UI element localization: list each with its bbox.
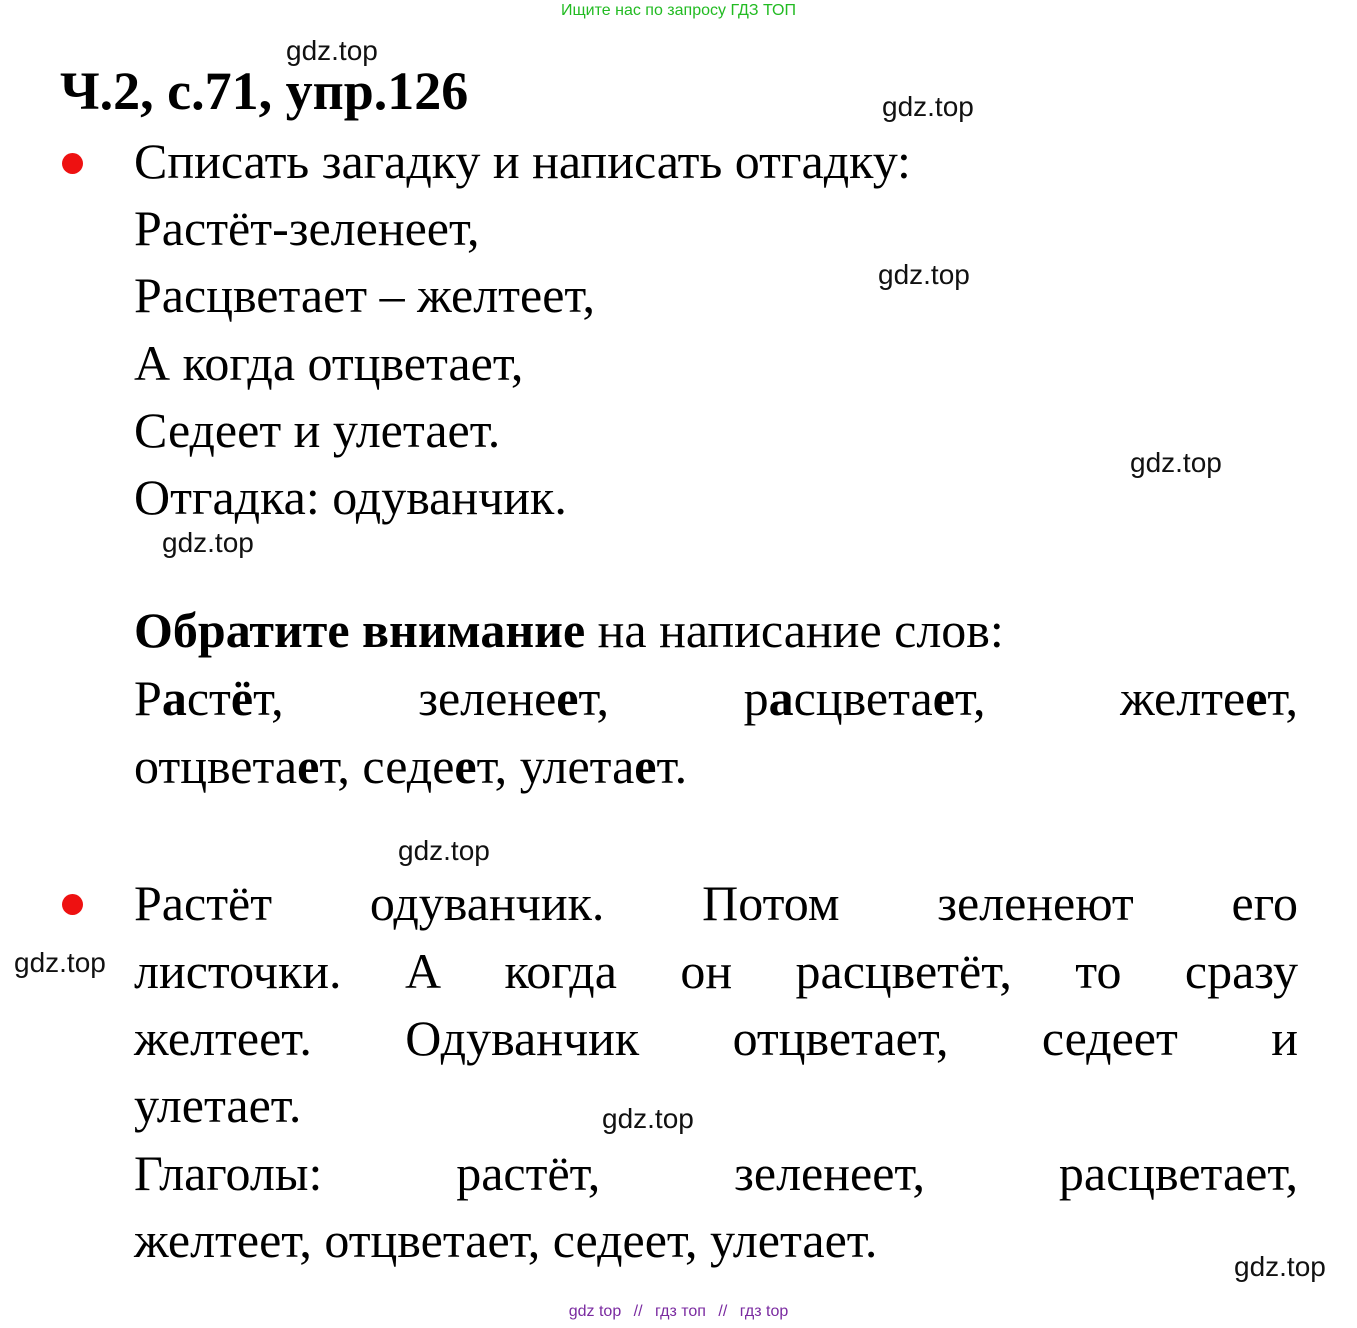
word: Глаголы: bbox=[134, 1145, 323, 1201]
word: и bbox=[1271, 1010, 1298, 1066]
footer-link[interactable]: гдз top bbox=[739, 1303, 789, 1320]
verbs-line: желтеет, отцветает, седеет, улетает. bbox=[134, 1212, 878, 1268]
riddle-line: Растёт-зеленеет, bbox=[134, 200, 480, 256]
word: расцветает, bbox=[743, 670, 986, 726]
riddle-answer: Отгадка: одуванчик. bbox=[134, 469, 567, 525]
watermark: gdz.top bbox=[878, 259, 970, 290]
watermark: gdz.top bbox=[162, 527, 254, 558]
attention-bold-lead: Обратите внимание bbox=[134, 602, 586, 658]
word: желтеет. bbox=[134, 1010, 312, 1066]
bullet-icon bbox=[62, 894, 83, 915]
word: отцветает, bbox=[732, 1010, 949, 1066]
riddle-line: Расцветает – желтеет, bbox=[134, 267, 596, 323]
word: сразу bbox=[1184, 943, 1298, 999]
word: растёт, bbox=[456, 1145, 601, 1201]
attention-heading bbox=[134, 597, 1004, 664]
watermark: gdz.top bbox=[14, 947, 106, 978]
word: зеленеет, bbox=[734, 1145, 925, 1201]
footer-separator: // bbox=[718, 1303, 728, 1320]
word: когда bbox=[504, 943, 617, 999]
footer-links bbox=[0, 1303, 1357, 1321]
word: седеет bbox=[1041, 1010, 1178, 1066]
paragraph-line bbox=[134, 870, 1298, 937]
riddle-line: Седеет и улетает. bbox=[134, 402, 501, 458]
word: зеленеет, bbox=[418, 670, 610, 726]
attention-rest: на написание слов: bbox=[585, 602, 1004, 658]
attention-words-line bbox=[134, 665, 1298, 732]
word: расцветает, bbox=[1058, 1145, 1298, 1201]
word: желтеет, bbox=[1120, 670, 1298, 726]
watermark: gdz.top bbox=[286, 35, 378, 66]
word: листочки. bbox=[134, 943, 342, 999]
footer-separator: // bbox=[633, 1303, 643, 1320]
word: Одуванчик bbox=[405, 1010, 640, 1066]
word: то bbox=[1075, 943, 1122, 999]
instruction-text: Списать загадку и написать отгадку: bbox=[134, 133, 911, 189]
attention-words-line bbox=[134, 733, 687, 800]
watermark: gdz.top bbox=[602, 1103, 694, 1134]
paragraph-line bbox=[134, 1005, 1298, 1072]
page-title: Ч.2, с.71, упр.126 bbox=[60, 61, 469, 121]
word: Растёт bbox=[134, 875, 273, 931]
word: седеет, bbox=[362, 738, 520, 794]
footer-link[interactable]: гдз топ bbox=[655, 1303, 706, 1320]
word: он bbox=[680, 943, 733, 999]
watermark: gdz.top bbox=[1234, 1251, 1326, 1282]
bullet-icon bbox=[62, 153, 83, 174]
footer-link[interactable]: gdz top bbox=[568, 1303, 622, 1320]
verbs-line bbox=[134, 1140, 1298, 1207]
word: отцветает, bbox=[134, 738, 363, 794]
word: Потом bbox=[702, 875, 840, 931]
watermark: gdz.top bbox=[1130, 447, 1222, 478]
watermark: gdz.top bbox=[882, 91, 974, 122]
paragraph-line bbox=[134, 938, 1298, 1005]
word: А bbox=[404, 943, 442, 999]
riddle-line: А когда отцветает, bbox=[134, 335, 524, 391]
word: одуванчик. bbox=[369, 875, 605, 931]
word: его bbox=[1231, 875, 1298, 931]
word: зеленеют bbox=[937, 875, 1134, 931]
top-banner[interactable]: Ищите нас по запросу ГДЗ ТОП bbox=[561, 2, 796, 19]
word: Растёт, bbox=[134, 670, 284, 726]
word: расцветёт, bbox=[795, 943, 1012, 999]
word: улетает. bbox=[519, 738, 688, 794]
paragraph-line: улетает. bbox=[134, 1077, 302, 1133]
watermark: gdz.top bbox=[398, 835, 490, 866]
